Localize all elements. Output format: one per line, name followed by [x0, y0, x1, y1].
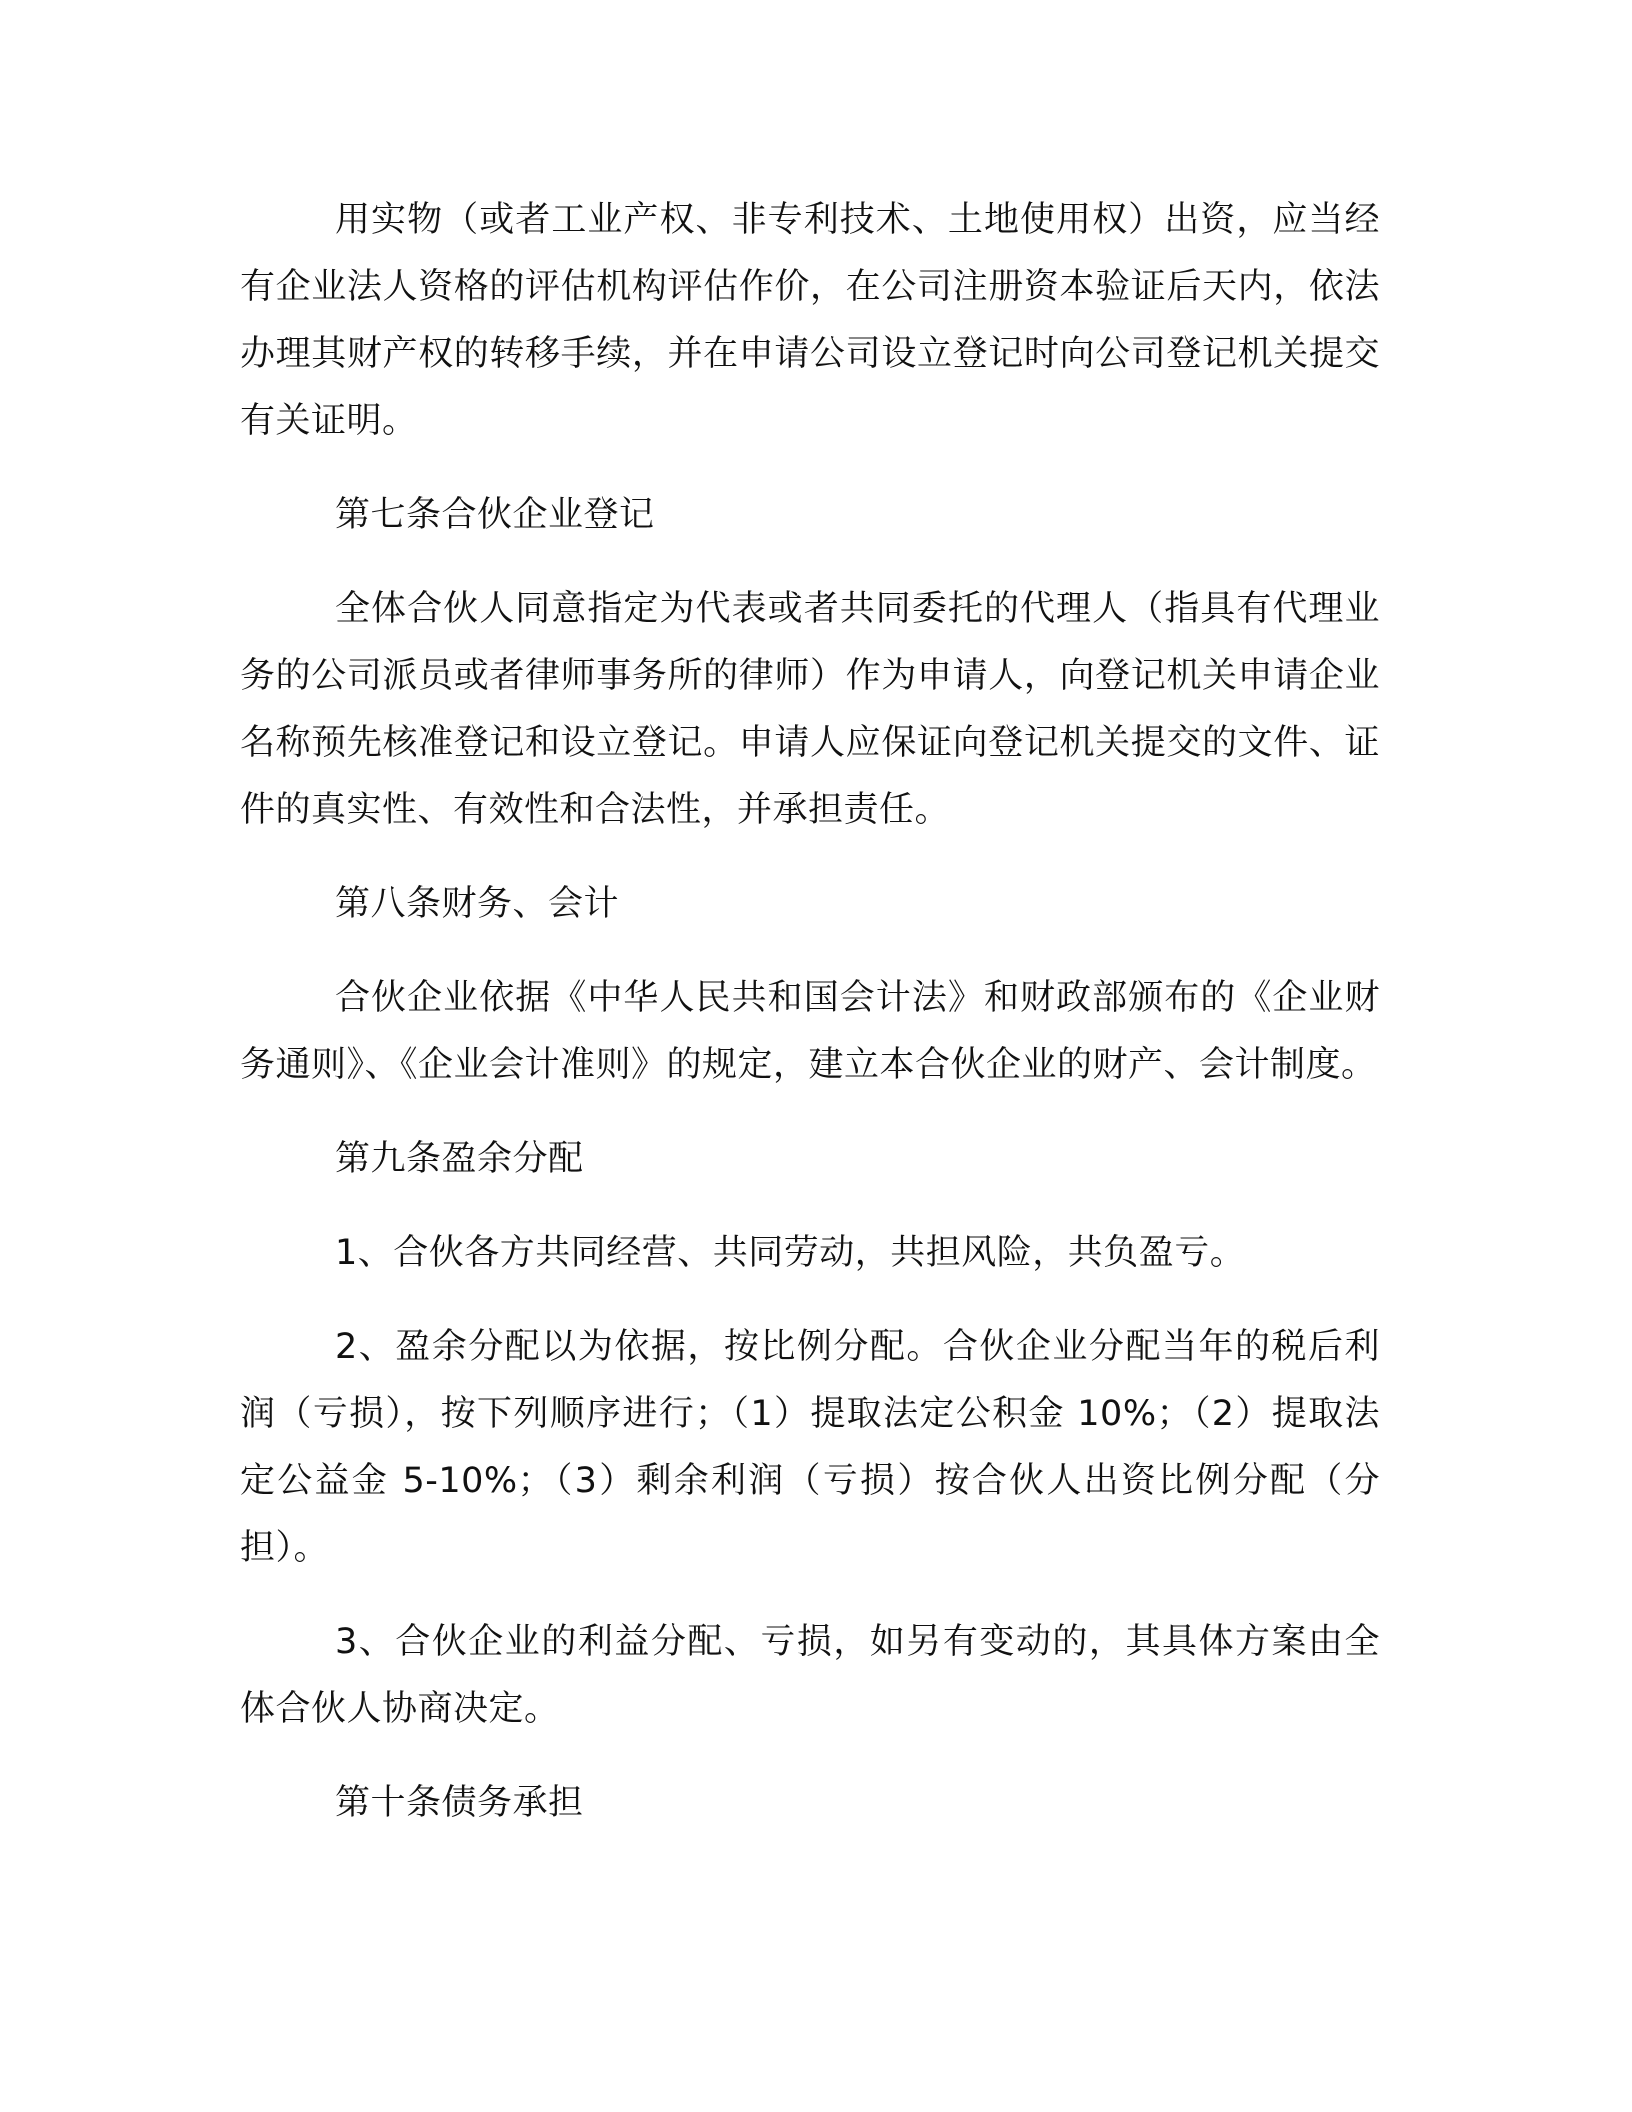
- paragraph-registration: 全体合伙人同意指定为代表或者共同委托的代理人（指具有代理业务的公司派员或者律师事务所的律师）作为申请人，向登记机关申请企业名称预先核准登记和设立登记。申请人应保证向登记机关提交的文件、证件的真实性、有效性和合法性，并承担责任。: [240, 589, 1380, 830]
- document-body: [240, 187, 1380, 1864]
- paragraph-profit-item-2: 2、盈余分配以为依据，按比例分配。合伙企业分配当年的税后利润（亏损），按下列顺序进行；（1）提取法定公积金 10%；（2）提取法定公益金 5-10%；（3）剩余利润（亏损）按合伙人出资比例分配（分担）。: [240, 1327, 1380, 1568]
- paragraph-profit-item-3: 3、合伙企业的利益分配、亏损，如另有变动的，其具体方案由全体合伙人协商决定。: [240, 1622, 1380, 1729]
- paragraph-profit-item-1: 1、合伙各方共同经营、共同劳动，共担风险，共负盈亏。: [335, 1233, 1246, 1273]
- paragraph-accounting: 合伙企业依据《中华人民共和国会计法》和财政部颁布的《企业财务通则》、《企业会计准则》的规定，建立本合伙企业的财产、会计制度。: [240, 978, 1380, 1085]
- section-heading-article-9: 第九条盈余分配: [335, 1139, 584, 1179]
- section-heading-article-7: 第七条合伙企业登记: [335, 495, 655, 535]
- section-heading-article-10: 第十条债务承担: [335, 1783, 584, 1823]
- section-heading-article-8: 第八条财务、会计: [335, 884, 620, 924]
- paragraph-capital-contribution: 用实物（或者工业产权、非专利技术、土地使用权）出资，应当经有企业法人资格的评估机构评估作价，在公司注册资本验证后天内，依法办理其财产权的转移手续，并在申请公司设立登记时向公司登记机关提交有关证明。: [240, 200, 1380, 441]
